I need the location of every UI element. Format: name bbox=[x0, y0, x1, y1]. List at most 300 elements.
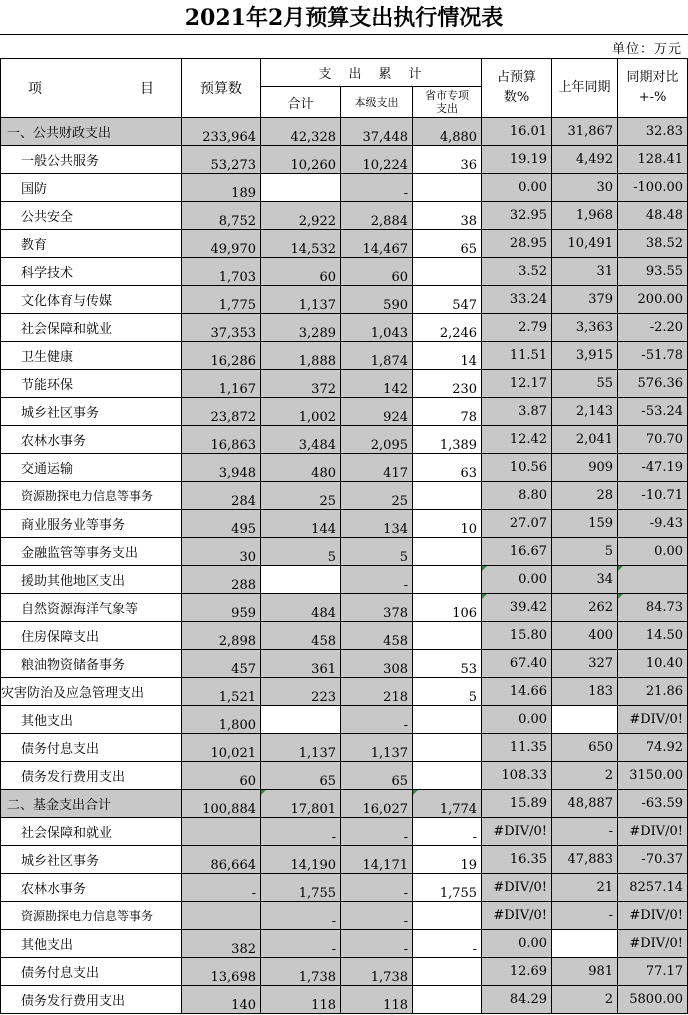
cell-pct: 12.69 bbox=[482, 958, 552, 986]
row-label: 教育 bbox=[1, 230, 182, 258]
row-label: 农林水事务 bbox=[1, 426, 182, 454]
table-row bbox=[1, 958, 688, 986]
row-label: 粮油物资储备事务 bbox=[1, 650, 182, 678]
cell-pct: 33.24 bbox=[482, 286, 552, 314]
cell-local: 458 bbox=[341, 622, 413, 650]
cell-total: 372 bbox=[261, 370, 341, 398]
cell-last bbox=[552, 706, 618, 734]
cell-total: 1,738 bbox=[261, 958, 341, 986]
row-label: 债务付息支出 bbox=[1, 958, 182, 986]
table-row bbox=[1, 762, 688, 790]
cell-prov: 2,246 bbox=[413, 314, 482, 342]
cell-local: 1,738 bbox=[341, 958, 413, 986]
cell-prov bbox=[413, 622, 482, 650]
cell-pct: 14.66 bbox=[482, 678, 552, 706]
cell-local: - bbox=[341, 874, 413, 902]
cell-last: 2,041 bbox=[552, 426, 618, 454]
cell-yoy: #DIV/0! bbox=[618, 930, 688, 958]
row-label: 其他支出 bbox=[1, 706, 182, 734]
cell-prov: 53 bbox=[413, 650, 482, 678]
cell-pct: 11.35 bbox=[482, 734, 552, 762]
table-row bbox=[1, 370, 688, 398]
cell-total: 144 bbox=[261, 510, 341, 538]
row-label: 社会保障和就业 bbox=[1, 818, 182, 846]
row-label: 住房保障支出 bbox=[1, 622, 182, 650]
cell-budget bbox=[182, 818, 261, 846]
cell-local: 134 bbox=[341, 510, 413, 538]
row-label: 文化体育与传媒 bbox=[1, 286, 182, 314]
cell-pct: 0.00 bbox=[482, 930, 552, 958]
table-row bbox=[1, 510, 688, 538]
cell-pct: 12.17 bbox=[482, 370, 552, 398]
cell-yoy: 77.17 bbox=[618, 958, 688, 986]
cell-pct: 0.00 bbox=[482, 706, 552, 734]
cell-last: 159 bbox=[552, 510, 618, 538]
cell-prov: 230 bbox=[413, 370, 482, 398]
cell-local: 2,884 bbox=[341, 202, 413, 230]
header-local: 本级支出 bbox=[341, 87, 413, 118]
cell-budget: 16,286 bbox=[182, 342, 261, 370]
cell-pct: #DIV/0! bbox=[482, 818, 552, 846]
cell-yoy: -10.71 bbox=[618, 482, 688, 510]
cell-budget: 49,970 bbox=[182, 230, 261, 258]
cell-budget: 382 bbox=[182, 930, 261, 958]
table-row bbox=[1, 482, 688, 510]
row-label: 资源勘探电力信息等事务 bbox=[1, 482, 182, 510]
cell-total: 65 bbox=[261, 762, 341, 790]
cell-prov: 4,880 bbox=[413, 118, 482, 146]
cell-local: 590 bbox=[341, 286, 413, 314]
cell-pct: #DIV/0! bbox=[482, 874, 552, 902]
cell-prov: 38 bbox=[413, 202, 482, 230]
row-label: 资源勘探电力信息等事务 bbox=[1, 902, 182, 930]
row-label: 援助其他地区支出 bbox=[1, 566, 182, 594]
cell-local: 16,027 bbox=[341, 790, 413, 818]
table-row bbox=[1, 314, 688, 342]
table-row bbox=[1, 874, 688, 902]
cell-budget: - bbox=[182, 874, 261, 902]
table-row bbox=[1, 846, 688, 874]
cell-budget: 233,964 bbox=[182, 118, 261, 146]
row-label: 农林水事务 bbox=[1, 874, 182, 902]
cell-yoy: 0.00 bbox=[618, 538, 688, 566]
cell-budget: 1,167 bbox=[182, 370, 261, 398]
cell-prov bbox=[413, 566, 482, 594]
cell-total bbox=[261, 566, 341, 594]
cell-local: 65 bbox=[341, 762, 413, 790]
table-row bbox=[1, 986, 688, 1014]
cell-total: 223 bbox=[261, 678, 341, 706]
row-label: 债务发行费用支出 bbox=[1, 986, 182, 1014]
cell-last: - bbox=[552, 902, 618, 930]
cell-yoy: 93.55 bbox=[618, 258, 688, 286]
cell-prov: 14 bbox=[413, 342, 482, 370]
cell-budget: 13,698 bbox=[182, 958, 261, 986]
table-row bbox=[1, 818, 688, 846]
cell-yoy: -2.20 bbox=[618, 314, 688, 342]
table-row bbox=[1, 286, 688, 314]
cell-local: - bbox=[341, 174, 413, 202]
cell-total: - bbox=[261, 818, 341, 846]
cell-total: 480 bbox=[261, 454, 341, 482]
cell-local: 25 bbox=[341, 482, 413, 510]
cell-total: - bbox=[261, 930, 341, 958]
table-row bbox=[1, 706, 688, 734]
cell-yoy: -51.78 bbox=[618, 342, 688, 370]
cell-local: 14,171 bbox=[341, 846, 413, 874]
table-row bbox=[1, 538, 688, 566]
cell-yoy: 21.86 bbox=[618, 678, 688, 706]
cell-last: - bbox=[552, 818, 618, 846]
table-row bbox=[1, 202, 688, 230]
header-pct: 占预算数% bbox=[482, 59, 552, 118]
cell-prov: 65 bbox=[413, 230, 482, 258]
cell-yoy: 10.40 bbox=[618, 650, 688, 678]
row-label: 一般公共服务 bbox=[1, 146, 182, 174]
cell-pct: 16.67 bbox=[482, 538, 552, 566]
cell-prov bbox=[413, 902, 482, 930]
header-last-year: 上年同期 bbox=[552, 59, 618, 118]
cell-prov: 1,774 bbox=[413, 790, 482, 818]
cell-prov: 106 bbox=[413, 594, 482, 622]
cell-last: 31 bbox=[552, 258, 618, 286]
cell-last: 21 bbox=[552, 874, 618, 902]
cell-pct: 67.40 bbox=[482, 650, 552, 678]
cell-local: - bbox=[341, 566, 413, 594]
cell-budget: 8,752 bbox=[182, 202, 261, 230]
cell-pct: 2.79 bbox=[482, 314, 552, 342]
cell-local: 142 bbox=[341, 370, 413, 398]
header-cumulative: 支 出 累 计 bbox=[261, 59, 482, 87]
cell-budget: 189 bbox=[182, 174, 261, 202]
cell-pct: 0.00 bbox=[482, 566, 552, 594]
cell-total bbox=[261, 174, 341, 202]
table-row bbox=[1, 230, 688, 258]
cell-total: 361 bbox=[261, 650, 341, 678]
cell-yoy: -70.37 bbox=[618, 846, 688, 874]
cell-yoy: 3150.00 bbox=[618, 762, 688, 790]
cell-last: 3,363 bbox=[552, 314, 618, 342]
cell-prov bbox=[413, 762, 482, 790]
cell-pct: 27.07 bbox=[482, 510, 552, 538]
cell-last: 400 bbox=[552, 622, 618, 650]
cell-budget: 1,775 bbox=[182, 286, 261, 314]
row-label: 自然资源海洋气象等 bbox=[1, 594, 182, 622]
cell-pct: 19.19 bbox=[482, 146, 552, 174]
cell-yoy: 8257.14 bbox=[618, 874, 688, 902]
cell-yoy: -100.00 bbox=[618, 174, 688, 202]
header-provincial: 省市专项支出 bbox=[413, 87, 482, 118]
cell-yoy: 74.92 bbox=[618, 734, 688, 762]
cell-last: 3,915 bbox=[552, 342, 618, 370]
cell-total: 458 bbox=[261, 622, 341, 650]
table-row bbox=[1, 594, 688, 622]
header-item: 项 目 bbox=[1, 59, 182, 118]
row-label: 公共安全 bbox=[1, 202, 182, 230]
cell-prov: 1,755 bbox=[413, 874, 482, 902]
row-label: 金融监管等事务支出 bbox=[1, 538, 182, 566]
cell-local: 924 bbox=[341, 398, 413, 426]
cell-total bbox=[261, 706, 341, 734]
cell-total: 5 bbox=[261, 538, 341, 566]
cell-yoy: 576.36 bbox=[618, 370, 688, 398]
page-title: 2021年2月预算支出执行情况表 bbox=[184, 5, 504, 31]
table-row bbox=[1, 118, 688, 146]
cell-local: 1,137 bbox=[341, 734, 413, 762]
cell-prov bbox=[413, 706, 482, 734]
row-label: 交通运输 bbox=[1, 454, 182, 482]
cell-last: 2,143 bbox=[552, 398, 618, 426]
cell-last: 10,491 bbox=[552, 230, 618, 258]
row-label: 城乡社区事务 bbox=[1, 398, 182, 426]
cell-prov: 547 bbox=[413, 286, 482, 314]
cell-prov: 78 bbox=[413, 398, 482, 426]
cell-yoy: -53.24 bbox=[618, 398, 688, 426]
table-row bbox=[1, 342, 688, 370]
table-row bbox=[1, 174, 688, 202]
table-row bbox=[1, 734, 688, 762]
table-row bbox=[1, 902, 688, 930]
header-total: 合计 bbox=[261, 87, 341, 118]
row-label: 债务付息支出 bbox=[1, 734, 182, 762]
cell-total: 3,289 bbox=[261, 314, 341, 342]
cell-last: 909 bbox=[552, 454, 618, 482]
cell-yoy: 128.41 bbox=[618, 146, 688, 174]
cell-local: 378 bbox=[341, 594, 413, 622]
cell-total: 2,922 bbox=[261, 202, 341, 230]
cell-yoy: -63.59 bbox=[618, 790, 688, 818]
cell-budget: 495 bbox=[182, 510, 261, 538]
budget-table bbox=[0, 58, 688, 1014]
cell-budget: 60 bbox=[182, 762, 261, 790]
cell-pct: 16.01 bbox=[482, 118, 552, 146]
cell-budget: 284 bbox=[182, 482, 261, 510]
row-label: 卫生健康 bbox=[1, 342, 182, 370]
cell-last: 650 bbox=[552, 734, 618, 762]
table-row bbox=[1, 650, 688, 678]
cell-budget: 288 bbox=[182, 566, 261, 594]
cell-total: 14,190 bbox=[261, 846, 341, 874]
cell-last bbox=[552, 930, 618, 958]
row-label: 灾害防治及应急管理支出 bbox=[1, 678, 182, 706]
cell-yoy: #DIV/0! bbox=[618, 818, 688, 846]
cell-last: 47,883 bbox=[552, 846, 618, 874]
cell-budget: 23,872 bbox=[182, 398, 261, 426]
row-label: 国防 bbox=[1, 174, 182, 202]
cell-budget: 1,521 bbox=[182, 678, 261, 706]
cell-total: 10,260 bbox=[261, 146, 341, 174]
cell-pct: 108.33 bbox=[482, 762, 552, 790]
cell-prov bbox=[413, 958, 482, 986]
cell-prov bbox=[413, 538, 482, 566]
cell-yoy: 5800.00 bbox=[618, 986, 688, 1014]
cell-budget: 457 bbox=[182, 650, 261, 678]
cell-yoy bbox=[618, 566, 688, 594]
table-row bbox=[1, 930, 688, 958]
cell-total: 1,888 bbox=[261, 342, 341, 370]
cell-total: 118 bbox=[261, 986, 341, 1014]
cell-pct: 15.80 bbox=[482, 622, 552, 650]
cell-local: 218 bbox=[341, 678, 413, 706]
cell-budget: 37,353 bbox=[182, 314, 261, 342]
unit-row bbox=[0, 34, 688, 59]
header-budget: 预算数 bbox=[182, 59, 261, 118]
cell-yoy: -47.19 bbox=[618, 454, 688, 482]
cell-local: - bbox=[341, 902, 413, 930]
table-row bbox=[1, 790, 688, 818]
cell-local: 417 bbox=[341, 454, 413, 482]
cell-prov bbox=[413, 734, 482, 762]
cell-yoy: 48.48 bbox=[618, 202, 688, 230]
cell-last: 34 bbox=[552, 566, 618, 594]
cell-budget: 30 bbox=[182, 538, 261, 566]
cell-last: 4,492 bbox=[552, 146, 618, 174]
cell-local: 118 bbox=[341, 986, 413, 1014]
cell-budget: 959 bbox=[182, 594, 261, 622]
cell-last: 379 bbox=[552, 286, 618, 314]
cell-local: 2,095 bbox=[341, 426, 413, 454]
cell-prov bbox=[413, 986, 482, 1014]
cell-budget: 140 bbox=[182, 986, 261, 1014]
cell-pct: 84.29 bbox=[482, 986, 552, 1014]
cell-last: 48,887 bbox=[552, 790, 618, 818]
table-row bbox=[1, 398, 688, 426]
cell-last: 30 bbox=[552, 174, 618, 202]
cell-local: 60 bbox=[341, 258, 413, 286]
cell-prov bbox=[413, 174, 482, 202]
cell-pct: 11.51 bbox=[482, 342, 552, 370]
cell-yoy: 84.73 bbox=[618, 594, 688, 622]
cell-last: 2 bbox=[552, 986, 618, 1014]
cell-last: 28 bbox=[552, 482, 618, 510]
cell-yoy: -9.43 bbox=[618, 510, 688, 538]
cell-total: 60 bbox=[261, 258, 341, 286]
cell-budget: 2,898 bbox=[182, 622, 261, 650]
cell-pct: 16.35 bbox=[482, 846, 552, 874]
cell-total: 1,755 bbox=[261, 874, 341, 902]
cell-local: 1,874 bbox=[341, 342, 413, 370]
row-label: 节能环保 bbox=[1, 370, 182, 398]
table-row bbox=[1, 454, 688, 482]
cell-local: 14,467 bbox=[341, 230, 413, 258]
row-label: 其他支出 bbox=[1, 930, 182, 958]
cell-pct: #DIV/0! bbox=[482, 902, 552, 930]
row-label: 商业服务业等事务 bbox=[1, 510, 182, 538]
cell-budget: 53,273 bbox=[182, 146, 261, 174]
cell-total: 14,532 bbox=[261, 230, 341, 258]
cell-total: 17,801 bbox=[261, 790, 341, 818]
cell-local: - bbox=[341, 706, 413, 734]
row-label: 城乡社区事务 bbox=[1, 846, 182, 874]
cell-last: 31,867 bbox=[552, 118, 618, 146]
cell-last: 1,968 bbox=[552, 202, 618, 230]
table-row bbox=[1, 678, 688, 706]
cell-budget: 86,664 bbox=[182, 846, 261, 874]
cell-budget: 10,021 bbox=[182, 734, 261, 762]
cell-budget: 3,948 bbox=[182, 454, 261, 482]
cell-pct: 3.87 bbox=[482, 398, 552, 426]
cell-local: 10,224 bbox=[341, 146, 413, 174]
cell-yoy: 14.50 bbox=[618, 622, 688, 650]
cell-prov bbox=[413, 258, 482, 286]
unit-label: 单位：万元 bbox=[611, 42, 682, 57]
cell-budget: 16,863 bbox=[182, 426, 261, 454]
cell-last: 5 bbox=[552, 538, 618, 566]
cell-pct: 32.95 bbox=[482, 202, 552, 230]
cell-total: 42,328 bbox=[261, 118, 341, 146]
cell-prov: - bbox=[413, 818, 482, 846]
cell-local: 1,043 bbox=[341, 314, 413, 342]
row-label: 债务发行费用支出 bbox=[1, 762, 182, 790]
cell-prov: 19 bbox=[413, 846, 482, 874]
cell-pct: 10.56 bbox=[482, 454, 552, 482]
cell-budget: 1,703 bbox=[182, 258, 261, 286]
cell-yoy: 32.83 bbox=[618, 118, 688, 146]
row-label: 二、基金支出合计 bbox=[1, 790, 182, 818]
cell-prov: 36 bbox=[413, 146, 482, 174]
cell-pct: 12.42 bbox=[482, 426, 552, 454]
cell-local: - bbox=[341, 930, 413, 958]
cell-yoy: 38.52 bbox=[618, 230, 688, 258]
cell-last: 981 bbox=[552, 958, 618, 986]
cell-last: 183 bbox=[552, 678, 618, 706]
cell-total: 1,137 bbox=[261, 286, 341, 314]
cell-pct: 39.42 bbox=[482, 594, 552, 622]
row-label: 科学技术 bbox=[1, 258, 182, 286]
cell-total: 25 bbox=[261, 482, 341, 510]
row-label: 一、公共财政支出 bbox=[1, 118, 182, 146]
cell-total: 3,484 bbox=[261, 426, 341, 454]
table-row bbox=[1, 566, 688, 594]
cell-yoy: 200.00 bbox=[618, 286, 688, 314]
cell-yoy: #DIV/0! bbox=[618, 706, 688, 734]
cell-prov: 5 bbox=[413, 678, 482, 706]
table-row bbox=[1, 426, 688, 454]
cell-total: - bbox=[261, 902, 341, 930]
cell-yoy: #DIV/0! bbox=[618, 902, 688, 930]
cell-local: 5 bbox=[341, 538, 413, 566]
cell-pct: 28.95 bbox=[482, 230, 552, 258]
cell-budget: 100,884 bbox=[182, 790, 261, 818]
table-row bbox=[1, 146, 688, 174]
cell-last: 55 bbox=[552, 370, 618, 398]
cell-budget: 1,800 bbox=[182, 706, 261, 734]
cell-total: 1,137 bbox=[261, 734, 341, 762]
cell-total: 484 bbox=[261, 594, 341, 622]
cell-prov bbox=[413, 482, 482, 510]
cell-pct: 8.80 bbox=[482, 482, 552, 510]
cell-last: 2 bbox=[552, 762, 618, 790]
table-row bbox=[1, 258, 688, 286]
cell-yoy: 70.70 bbox=[618, 426, 688, 454]
cell-last: 262 bbox=[552, 594, 618, 622]
row-label: 社会保障和就业 bbox=[1, 314, 182, 342]
header-yoy: 同期对比+-% bbox=[618, 59, 688, 118]
cell-total: 1,002 bbox=[261, 398, 341, 426]
cell-budget bbox=[182, 902, 261, 930]
cell-local: - bbox=[341, 818, 413, 846]
cell-local: 308 bbox=[341, 650, 413, 678]
cell-last: 327 bbox=[552, 650, 618, 678]
cell-pct: 0.00 bbox=[482, 174, 552, 202]
cell-prov: 1,389 bbox=[413, 426, 482, 454]
cell-pct: 15.89 bbox=[482, 790, 552, 818]
cell-prov: 63 bbox=[413, 454, 482, 482]
table-row bbox=[1, 622, 688, 650]
cell-prov: - bbox=[413, 930, 482, 958]
cell-local: 37,448 bbox=[341, 118, 413, 146]
cell-prov: 10 bbox=[413, 510, 482, 538]
